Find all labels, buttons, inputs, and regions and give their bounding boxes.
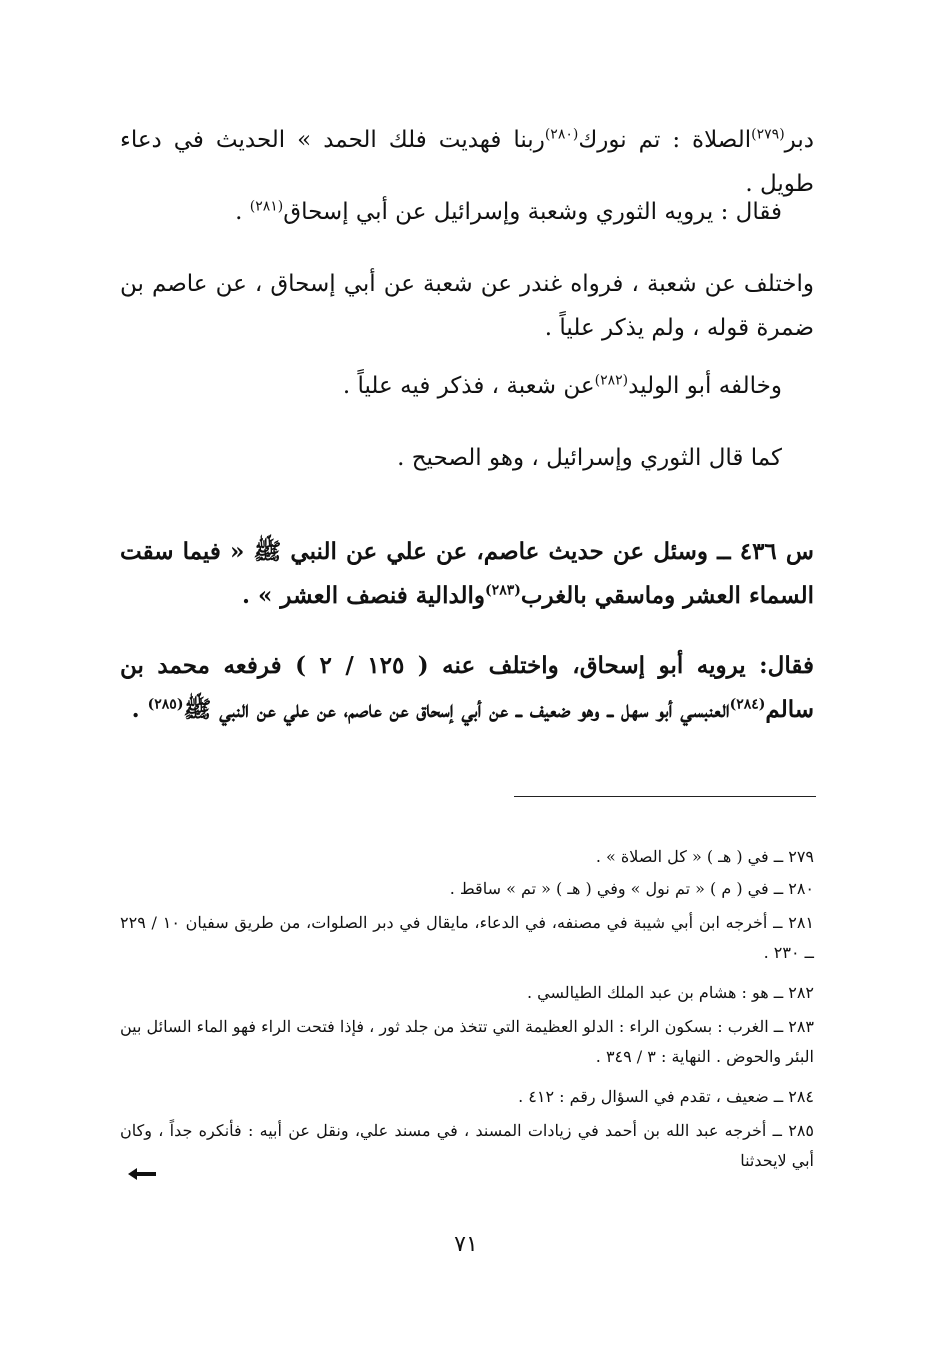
footnote-283: ٢٨٣ ــ الغرب : بسكون الراء : الدلو العظيمة التي تتخذ من جلد ثور ، فإذا فتحت الراء فهو الماء السائل بين البئر والحوض . النهاية : ٣ / ٣٤٩ . [120,1017,814,1066]
text-run: . [131,696,148,723]
text-run: ربنا فهديت فلك الحمد » الحديث في دعاء طويل . [120,127,814,197]
footnote-279: ٢٧٩ ــ في ( هـ ) « كل الصلاة » . [595,847,814,866]
continuation-arrow-icon [128,1164,158,1184]
paragraph-2 [235,190,782,234]
question-436 [120,530,814,618]
text-run: الصلاة : تم نورك [578,127,752,153]
text-run: كما قال الثوري وإسرائيل ، وهو الصحيح . [397,445,782,471]
text-run: وخالفه أبو الوليد [628,373,782,399]
footnote-ref[interactable]: (٢٨٢) [594,372,629,389]
paragraph-5 [397,436,782,480]
footnote-ref[interactable]: (٢٨٤) [729,696,766,713]
footnote-ref[interactable]: (٢٨٣) [485,582,521,599]
paragraph-3 [120,262,814,350]
text-run: دبر [784,127,814,153]
paragraph-4 [343,364,782,408]
page-number: ٧١ [454,1232,478,1257]
text-run: فقال : يرويه الثوري وشعبة وإسرائيل عن أبي إسحاق [283,199,782,225]
footnote-ref[interactable]: (٢٨٥) [147,696,184,713]
footnote-281: ٢٨١ ــ أخرجه ابن أبي شيبة في مصنفه، في الدعاء، مايقال في دبر الصلوات، من طريق سفيان ١٠ / ٢٢٩ ــ ٢٣٠ . [120,913,815,962]
footnote-282: ٢٨٢ ــ هو : هشام بن عبد الملك الطيالسي . [527,983,814,1002]
footnote-ref[interactable]: (٢٨١) [249,198,284,215]
text-run: والدالية فنصف العشر » . [241,582,486,609]
footnote-284: ٢٨٤ ــ ضعيف ، تقدم في السؤال رقم : ٤١٢ . [518,1087,814,1106]
text-run: واختلف عن شعبة ، فرواه غندر عن شعبة عن أبي إسحاق ، عن عاصم بن ضمرة قوله ، ولم يذكر علياً . [120,271,814,341]
footnote-285: ٢٨٥ ــ أخرجه عبد الله بن أحمد في زيادات المسند ، في مسند علي، ونقل عن أبيه : فأنكره جداً ، وكان أبي لايحدثنا [120,1121,814,1170]
text-run: فقال: يرويه أبو إسحاق، واختلف عنه ( ١٢٥ / ٢ ) فرفعه محمد بن سالم [120,652,815,723]
text-run: العنبسي أبو سهل ــ وهو ضعيف ــ عن أبي إسحاق عن عاصم، عن علي عن النبي ﷺ [183,696,730,723]
footnote-separator [514,796,816,797]
answer-436 [120,644,814,732]
footnote-280: ٢٨٠ ــ في ( م ) « تم نول » وفي ( هـ ) « تم » ساقط . [449,879,814,898]
footnote-ref[interactable]: (٢٧٩) [751,126,785,143]
text-run: عن شعبة ، فذكر فيه علياً . [342,373,595,399]
text-run: س ٤٣٦ ــ وسئل عن حديث عاصم، عن علي عن النبي ﷺ « فيما سقت السماء العشر وماسقي بالغرب [120,538,814,609]
text-run: . [235,199,250,225]
footnote-ref[interactable]: (٢٨٠) [544,126,579,143]
